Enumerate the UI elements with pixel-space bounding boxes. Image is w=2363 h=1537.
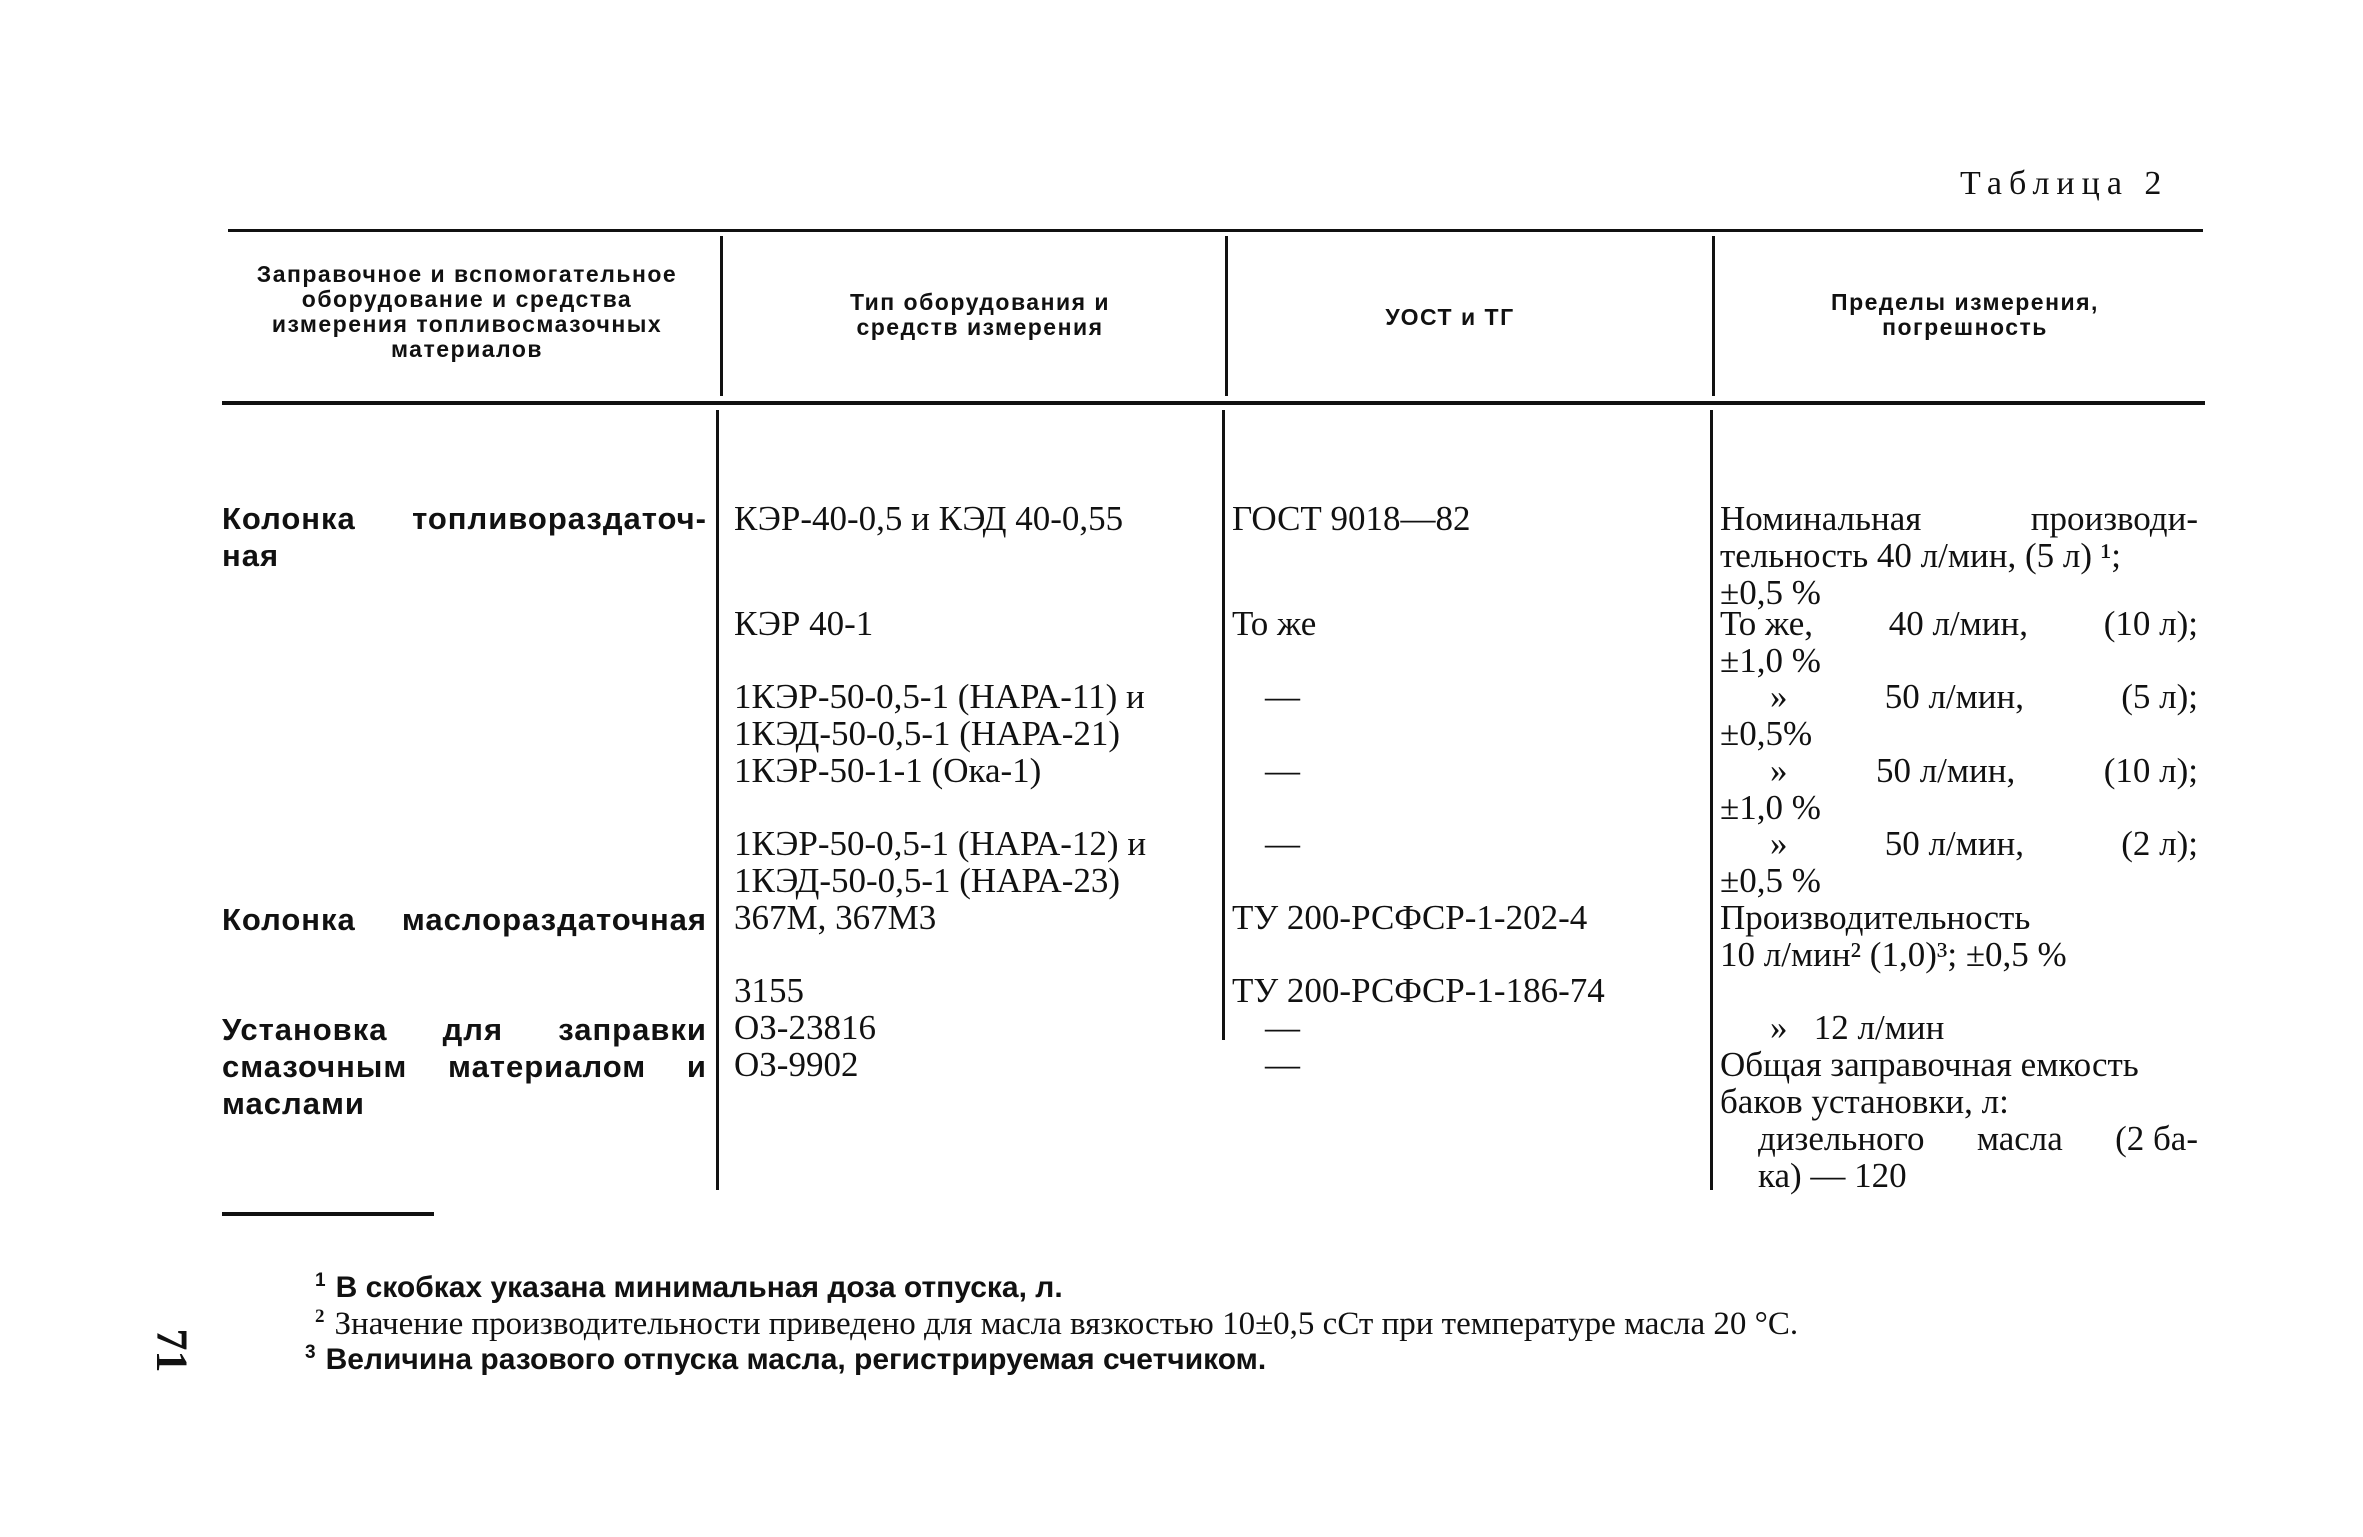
limits-text: 50 л/мин, [1884,824,2025,863]
standard-l8: ТУ 200-РСФСР-1-202-4 [1232,898,1588,937]
header-divider-3 [1712,236,1715,396]
limits-line: ±0,5 % [1720,861,1821,900]
limits-line: » 12 л/мин [1770,1008,1945,1047]
page-number: 71 [147,1328,197,1373]
type-l6: 1КЭР-50-0,5-1 (НАРА-12) и [734,824,1147,863]
limits-block-h [1720,1046,2198,1194]
limits-line: ±1,0 % [1720,641,1821,680]
standard-l10: — [1265,1008,1300,1047]
type-l10: ОЗ-23816 [734,1008,876,1047]
limits-text: (2 ба- [2115,1119,2198,1158]
footnote-text: Величина разового отпуска масла, регистрируемая счетчиком. [325,1343,1267,1376]
limits-text: масла [1976,1119,2063,1158]
type-l7: 1КЭД-50-0,5-1 (НАРА-23) [734,861,1121,900]
type-l4: 1КЭД-50-0,5-1 (НАРА-21) [734,714,1121,753]
row-fuel-dispenser-name-cont: ная [222,538,280,573]
ditto-mark: » [1770,677,1788,716]
limits-line: баков установки, л: [1720,1082,2009,1121]
limits-line: тельность 40 л/мин, (5 л) ¹; [1720,536,2121,575]
limits-text: Номинальная [1720,499,1922,538]
footnote-text: В скобках указана минимальная доза отпуска, л. [335,1271,1063,1304]
limits-line: ±1,0 % [1720,788,1821,827]
ditto-mark: » [1770,824,1788,863]
cell-text: Колонка топливораздаточ- [222,501,707,536]
type-l11: ОЗ-9902 [734,1045,859,1084]
footnote-separator [222,1212,434,1216]
standard-l2: То же [1232,604,1317,643]
standard-l9: ТУ 200-РСФСР-1-186-74 [1232,971,1605,1010]
limits-text: (2 л); [2121,824,2198,863]
type-l1: КЭР-40-0,5 и КЭД 40-0,55 [734,499,1124,538]
limits-text: 40 л/мин, [1888,604,2029,643]
limits-block-d [1720,752,2198,826]
standard-l1: ГОСТ 9018—82 [1232,499,1471,538]
limits-line [1720,678,2198,715]
header-equipment: Заправочное и вспомогательное оборудование и средства измерения топливосмазочных материалов [256,261,678,362]
limits-block-e [1720,825,2198,899]
footnote-mark: 2 [315,1306,325,1327]
type-l8: 367М, 367М3 [734,898,937,937]
limits-line [1720,825,2198,862]
header-bottom-rule [222,401,2205,405]
limits-line [1720,1046,2198,1083]
header-divider-1 [720,236,723,396]
footnote-3 [305,1335,1266,1378]
limits-text: производи- [2030,499,2198,538]
row-lube-station-name-2: смазочным материалом и [222,1049,707,1084]
limits-line: ±0,5 % [1720,573,1821,612]
row-lube-station-name-3: маслами [222,1086,365,1121]
limits-text: Общая заправочная емкость [1720,1045,2139,1084]
row-lube-station-name-1: Установка для заправки [222,1012,707,1047]
standard-l11: — [1265,1045,1300,1084]
limits-line: Производительность [1720,898,2031,937]
limits-text: (5 л); [2121,677,2198,716]
limits-line: 10 л/мин² (1,0)³; ±0,5 % [1720,935,2067,974]
type-l3: 1КЭР-50-0,5-1 (НАРА-11) и [734,677,1145,716]
standard-l6: — [1265,824,1300,863]
limits-text: То же, [1720,604,1814,643]
limits-block-g [1720,1009,2198,1046]
limits-block-b [1720,605,2198,679]
row-fuel-dispenser-name [222,500,707,537]
table-top-rule [228,229,2203,232]
limits-text: (10 л); [2103,604,2198,643]
footnote-text: Значение производительности приведено для масла вязкостью 10±0,5 сСт при температуре масла 20 °С. [334,1306,1799,1342]
limits-text: 50 л/мин, [1884,677,2025,716]
limits-line: ±0,5% [1720,714,1813,753]
row-oil-dispenser-name: Колонка маслораздаточная [222,902,707,937]
limits-line [1720,1120,2198,1157]
limits-text: (10 л); [2103,751,2198,790]
limits-block-c [1720,678,2198,752]
type-l9: 3155 [734,971,804,1010]
limits-line [1720,500,2198,537]
limits-line: ка) — 120 [1758,1156,1907,1195]
type-l5: 1КЭР-50-1-1 (Ока-1) [734,751,1042,790]
type-l2: КЭР 40-1 [734,604,874,643]
footnote-mark: 1 [315,1270,326,1291]
standard-l5: — [1265,751,1300,790]
header-limits: Пределы измерения, погрешность [1831,289,2099,340]
standard-l3: — [1265,677,1300,716]
body-divider-1 [716,410,719,1190]
limits-line [1720,752,2198,789]
limits-text: 50 л/мин, [1875,751,2016,790]
header-standard: УОСТ и ТГ [1385,304,1515,330]
footnote-mark: 3 [305,1342,316,1363]
header-type: Тип оборудования и средств измерения [849,289,1111,340]
limits-block-a [1720,500,2198,611]
ditto-mark: » [1770,751,1788,790]
limits-block-f [1720,899,2198,973]
limits-line [1720,605,2198,642]
limits-text: дизельного [1758,1119,1925,1158]
table-caption: Таблица 2 [1960,165,2169,202]
header-divider-2 [1225,236,1228,396]
